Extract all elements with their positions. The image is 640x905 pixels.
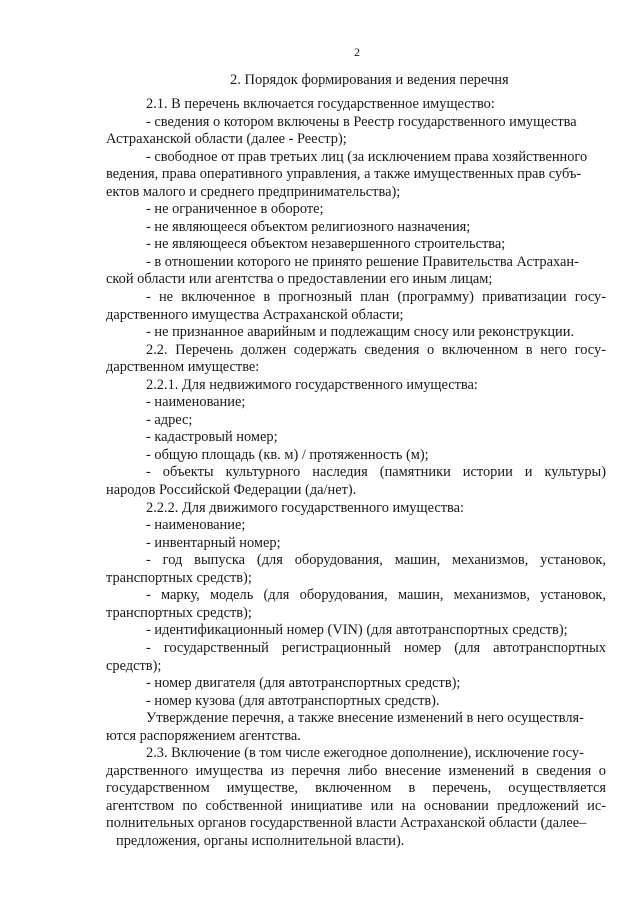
text-line: - сведения о котором включены в Реестр государственного имущества (146, 113, 577, 130)
text-line: предложения, органы исполнительной власти). (116, 832, 405, 849)
text-line: средств); (106, 657, 162, 674)
text-line: - не ограниченное в обороте; (146, 201, 324, 218)
text-line: 2.2.2. Для движимого государственного имущества: (146, 499, 464, 516)
text-line: агентством по собственной инициативе или на основании предложений ис- (106, 797, 606, 814)
text-line: транспортных средств); (106, 569, 252, 586)
text-line: ектов малого и среднего предпринимательства); (106, 183, 401, 200)
text-line: - свободное от прав третьих лиц (за исключением права хозяйственного (146, 148, 588, 165)
text-line: - общую площадь (кв. м) / протяженность (м); (146, 446, 429, 463)
text-line: 2.1. В перечень включается государственное имущество: (146, 96, 495, 112)
text-line: - идентификационный номер (VIN) (для автотранспортных средств); (146, 622, 568, 639)
text-line: ведения, права оперативного управления, а также имущественных прав субъ- (106, 166, 582, 183)
text-line: полнительных органов государственной власти Астраханской области (далее– (106, 815, 587, 832)
document-body (106, 96, 606, 851)
section-heading: 2. Порядок формирования и ведения перечня (230, 72, 509, 88)
text-line: 2.2.1. Для недвижимого государственного имущества: (146, 376, 478, 393)
text-line: государственном имуществе, включенном в перечень, осуществляется (106, 780, 606, 797)
text-line: дарственного имущества Астраханской области; (106, 306, 404, 323)
text-line: ской области или агентства о предоставлении его иным лицам; (106, 271, 493, 288)
page-number: 2 (354, 45, 360, 59)
text-line: 2.2. Перечень должен содержать сведения о включенном в него госу- (146, 341, 606, 358)
text-line: 2.3. Включение (в том числе ежегодное дополнение), исключение госу- (146, 745, 584, 762)
text-line: транспортных средств); (106, 604, 252, 621)
text-line: - государственный регистрационный номер (для автотранспортных (146, 639, 606, 656)
text-line: - номер кузова (для автотранспортных средств). (146, 692, 440, 709)
text-line: Астраханской области (далее - Реестр); (106, 131, 347, 148)
text-line: - не включенное в прогнозный план (программу) приватизации госу- (146, 289, 606, 306)
text-line: Утверждение перечня, а также внесение изменений в него осуществля- (146, 710, 584, 727)
text-line: - объекты культурного наследия (памятники истории и культуры) (146, 464, 606, 481)
text-line: - номер двигателя (для автотранспортных средств); (146, 675, 461, 692)
text-line: народов Российской Федерации (да/нет). (106, 482, 357, 499)
text-line: - инвентарный номер; (146, 534, 281, 551)
text-line: ются распоряжением агентства. (106, 727, 301, 744)
text-line: - марку, модель (для оборудования, машин, механизмов, установок, (146, 587, 606, 604)
text-line: - не признанное аварийным и подлежащим сносу или реконструкции. (146, 324, 575, 341)
text-line: - не являющееся объектом религиозного назначения; (146, 218, 471, 235)
text-line: - в отношении которого не принято решение Правительства Астрахан- (146, 253, 579, 270)
text-line: - кадастровый номер; (146, 429, 278, 446)
text-line: - год выпуска (для оборудования, машин, механизмов, установок, (146, 552, 606, 569)
text-line: дарственного имущества из перечня либо внесение изменений в сведения о (106, 762, 606, 779)
text-line: - наименование; (146, 394, 246, 411)
text-line: - адрес; (146, 411, 193, 428)
text-line: - наименование; (146, 517, 246, 534)
text-line: дарственном имуществе: (106, 359, 260, 376)
text-line: - не являющееся объектом незавершенного строительства; (146, 236, 506, 253)
